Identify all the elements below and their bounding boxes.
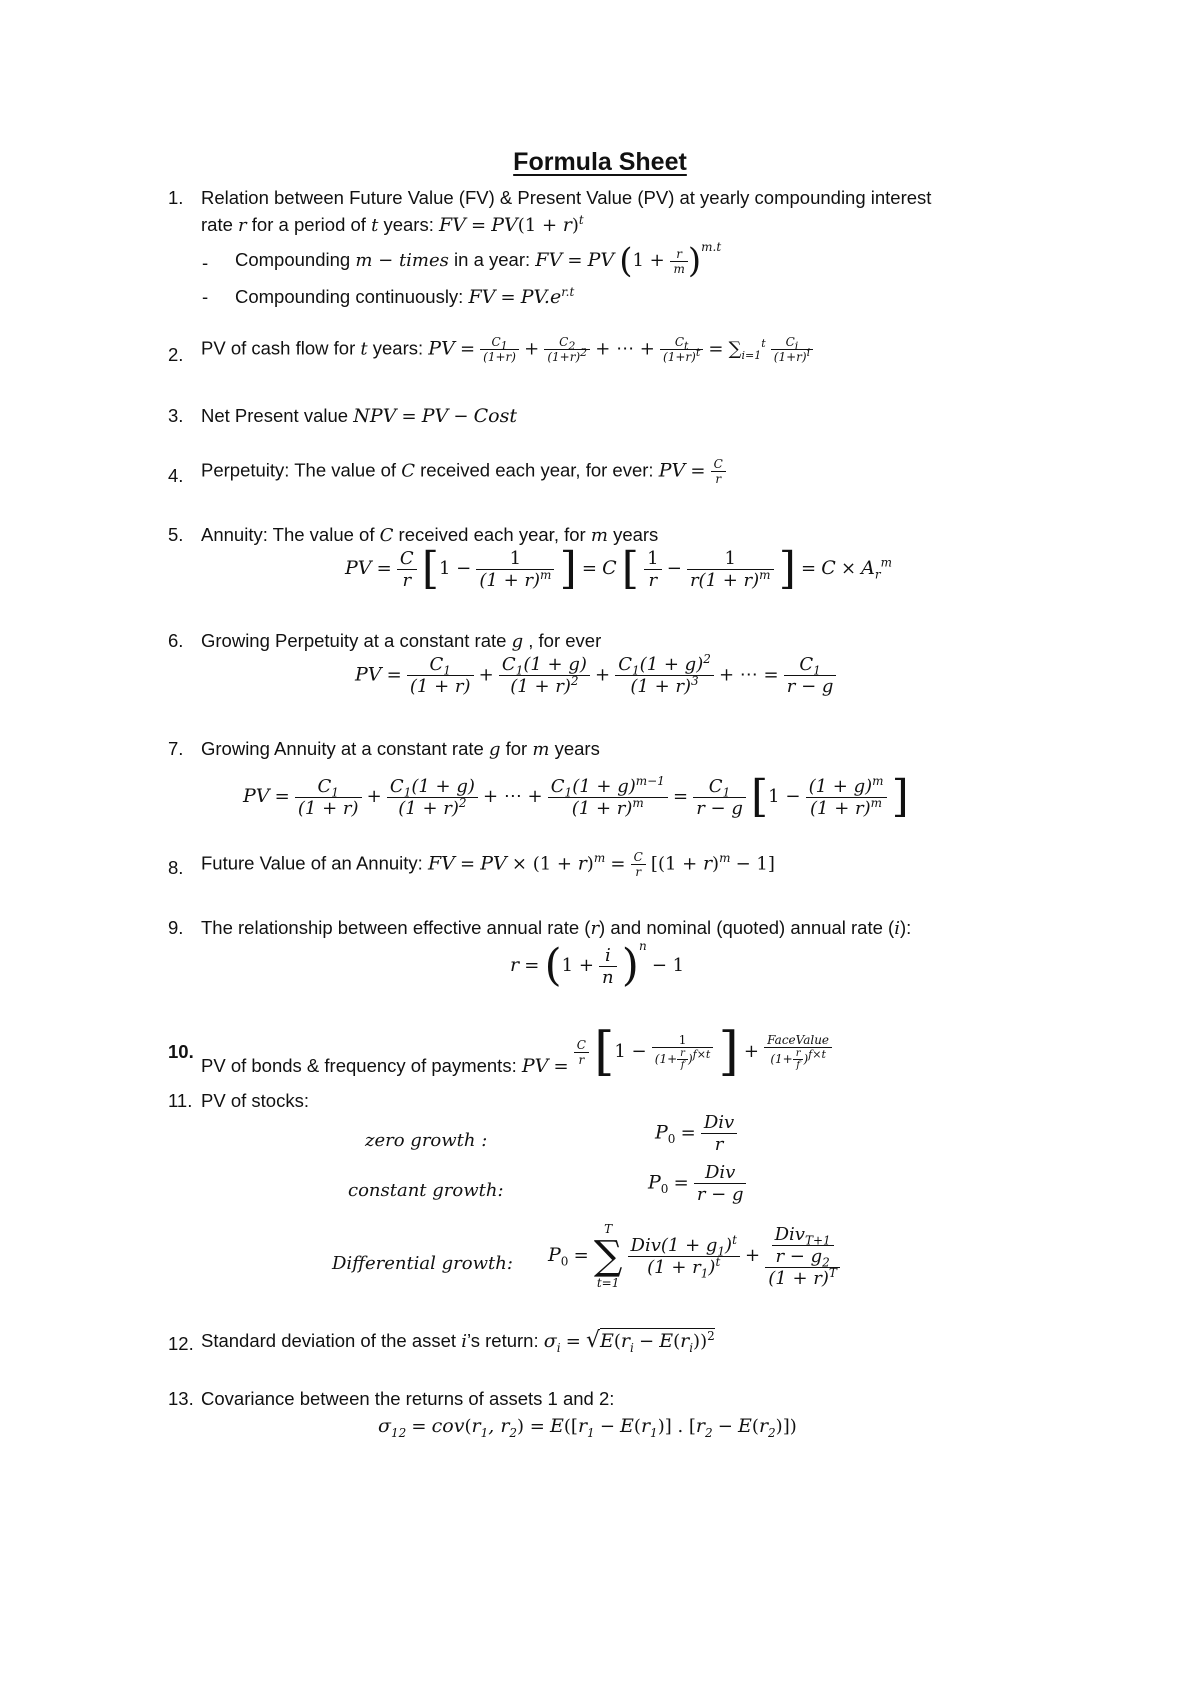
formula-equation: PV = $\frac{C_1}{(1 + r)}$ + $\frac{C_1(1 + g)}{(1 + r)^2}$ + ⋯ + $\frac{C_1(1 + g)^{m-1}}{(1 + r)^m}$ = $\frac{C_1}{r - g}$ [1 − $\frac{(1 + g)^m}{(1 + r)^m}$ ] [243, 771, 909, 822]
item-text: Standard deviation of the asset i’s return: $\sigma_i = √E(r_i - E(r_i))^2$ [201, 1328, 715, 1355]
item-number: 12. [168, 1333, 194, 1354]
item-text: Covariance between the returns of assets 1 and 2: [201, 1388, 615, 1409]
formula-equation: PV = $\frac{C_1}{(1 + r)}$ + $\frac{C_1(1 + g)}{(1 + r)^2}$ + $\frac{C_1(1 + g)^2}{(1 + r)^3}$ + ⋯ = $\frac{C_1}{r - g}$ [355, 654, 836, 697]
item-text: Compounding continuously: FV = $PV.e^{r.t}$ [235, 284, 575, 308]
item-number: 1. [168, 187, 184, 208]
item-number: 4. [168, 465, 184, 486]
item-text: Compounding m − times in a year: FV = PV (1 + $\frac{r}{m}$ )$^{m.t}$ [235, 239, 722, 281]
constant-growth-formula: $P_0$ = $\frac{\text{Div}}{r - g}$ [648, 1162, 746, 1205]
item-number: 9. [168, 917, 184, 938]
formula-equation: PV = $\frac{C}{r}$ [1 − $\frac{1}{(1 + r)^m}$ ] = C [ $\frac{1}{r}$ − $\frac{1}{r(1 + r)^m}$ ] = $C \times A_r^m$ [345, 543, 893, 594]
bullet-dash: - [202, 286, 209, 307]
item-number: 2. [168, 344, 184, 365]
formula-equation: $\sigma_{12} = cov(r_1$, $r_2) = E([r_1 - E(r_1)]$ . $[r_2 - E(r_2)]$) [378, 1415, 797, 1440]
item-number: 10. [168, 1041, 194, 1062]
item-text: Growing Annuity at a constant rate g for m years [201, 738, 600, 760]
item-text: Perpetuity: The value of C received each year, for ever: PV = $\frac{C}{r}$ [201, 457, 726, 486]
page-title: Formula Sheet [513, 148, 687, 176]
zero-growth-label: zero growth : [365, 1130, 488, 1151]
item-text: PV of stocks: [201, 1090, 309, 1111]
bullet-dash: - [202, 252, 209, 273]
item-number: 8. [168, 857, 184, 878]
item-text-line2: rate r for a period of t years: FV = $PV(1 + r)^t$ [201, 212, 584, 236]
zero-growth-formula: $P_0$ = $\frac{\text{Div}}{r}$ [655, 1112, 737, 1155]
item-number: 7. [168, 738, 184, 759]
item-text: Relation between Future Value (FV) & Present Value (PV) at yearly compounding interest [201, 187, 932, 208]
item-text: Net Present value NPV = PV − Cost [201, 405, 517, 427]
item-text: Growing Perpetuity at a constant rate g , for ever [201, 630, 602, 652]
item-text: PV of cash flow for t years: PV = $\frac{C_1}{(1+r)}$ + $\frac{C_2}{(1+r)^2}$ + ⋯ + $\frac{C_t}{(1+r)^t}$ = $\sum_{i=1}^t$ $\frac{C_i}{(1+r)^i}$ [201, 335, 813, 364]
item-number: 11. [168, 1090, 193, 1111]
item-number: 5. [168, 524, 184, 545]
item-number: 3. [168, 405, 184, 426]
differential-growth-label: Differential growth: [332, 1253, 513, 1274]
item-number: 6. [168, 630, 184, 651]
item-text: Future Value of an Annuity: FV = PV × $(1 + r)^m$ = $\frac{C}{r}$ $[(1 + r)^m - 1]$ [201, 850, 775, 879]
item-text: The relationship between effective annual rate (r) and nominal (quoted) annual rate (i): [201, 917, 912, 939]
formula-equation: r = (1 + $\frac{i}{n}$ )$^n$ − 1 [510, 938, 685, 991]
differential-growth-formula: $P_0$ = T ∑ t=1 $\frac{Div(1 + g_1)^t}{(1 + r_1)^t}$ + $\frac{\frac{Div_{T+1}}{r - g_2}}{(1 + r)^T}$ [548, 1222, 840, 1290]
constant-growth-label: constant growth: [348, 1180, 504, 1201]
item-number: 13. [168, 1388, 194, 1409]
item-text: PV of bonds & frequency of payments: PV = $\frac{C}{r}$ [1 − 1 (1+ $\frac{r}{f}$ )$^{f\times t}$ ] + FaceValue (1+ $\frac{r}{f}$ )$^{f\times t}$ [201, 1026, 832, 1078]
item-text: Annuity: The value of C received each year, for m years [201, 524, 659, 546]
